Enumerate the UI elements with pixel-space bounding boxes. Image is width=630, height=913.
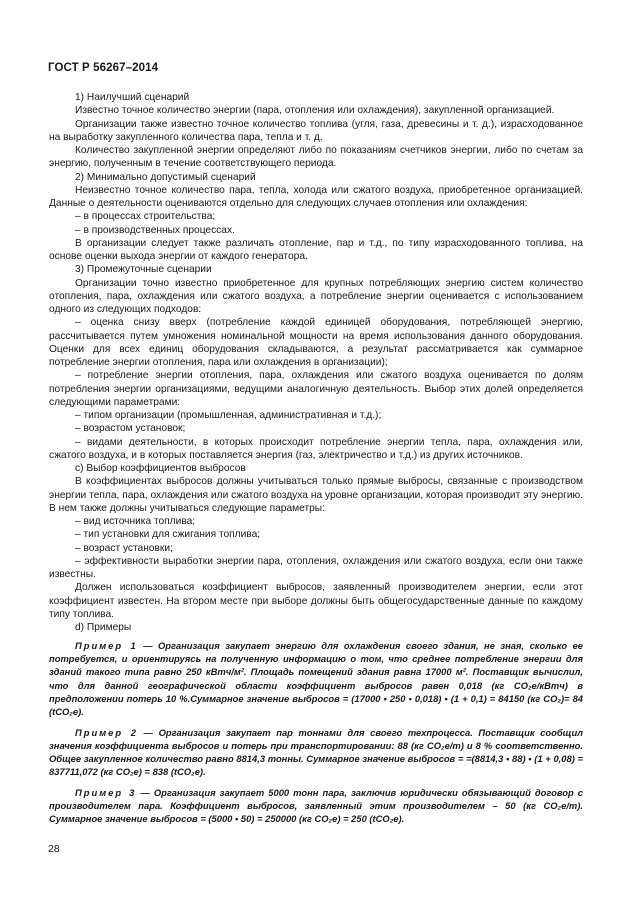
example-text: — Организация закупает энергию для охлаждения своего здания, не зная, сколько ее потребуется, и ориентируясь на полученную информацию о том, что среднее потребление энергии для зданий такого типа равно 250 кВтч/м². Площадь помещений здания равна 17000 м². Поставщик вычислил, что для данной географической области коэффициент выбросов равен 0,018 (кг CO₂е/кВтч) в предположении потерь 10 %.Суммарное значение выбросов = (17000 • 250 • 0,018) • (1 + 0,1) = 84150 (кг CO₂)= 84 (tCO₂е). <box>49 640 584 717</box>
paragraph: – тип установки для сжигания топлива; <box>75 529 261 541</box>
paragraph: d) Примеры <box>75 622 132 633</box>
paragraph: – потребление энергии отопления, пара, охлаждения или сжатого воздуха оценивается по долям потребления энергии организациями, ведущими аналогичную деятельность. Выбор этих долей определяется следующими параметрами: <box>49 370 583 408</box>
paragraph: – вид источника топлива; <box>75 516 196 527</box>
example-label: Пример 3 <box>75 787 137 799</box>
example-2 <box>49 726 583 778</box>
paragraph: – в производственных процессах. <box>75 224 235 236</box>
example-1 <box>49 639 583 718</box>
paragraph: 3) Промежуточные сценарии <box>75 264 212 276</box>
example-label: Пример 2 <box>75 726 138 738</box>
paragraph: 2) Минимально допустимый сценарий <box>75 171 256 183</box>
paragraph: Должен использоваться коэффициент выбросов, заявленный производителем энергии, если этот коэффициент известен. На втором месте при выборе должны быть общегосударственные данные по каждому типу топлива. <box>49 582 583 620</box>
paragraph: Неизвестно точное количество пара, тепла, холода или сжатого воздуха, приобретенное организацией. Данные о деятельности оцениваются отдельно для следующих случаев отопления или охлаждения: <box>49 184 583 209</box>
paragraph: В коэффициентах выбросов должны учитываться только прямые выбросы, связанные с производством энергии тепла, пара, охлаждения или сжатого воздуха на уровне организации, которая производит эту энергию. В нем также должны учитываться следующие параметры: <box>49 476 583 514</box>
page-number: 28 <box>48 843 60 855</box>
paragraph: – возраст установки; <box>75 542 173 554</box>
paragraph: – возрастом установок; <box>75 423 186 435</box>
paragraph: – оценка снизу вверх (потребление каждой единицей оборудования, потребляющей энергию, рассчитывается путем умножения номинальной мощности на время использования данного оборудования. Оценки для всех единиц оборудования складываются, а результат рассматривается как суммарное потребление энергии отопления, пара или охлаждения в организации); <box>49 317 583 368</box>
paragraph: Количество закупленной энергии определяют либо по показаниям счетчиков энергии, либо по счетам за энергию, полученным в течение соответствующего периода. <box>49 145 583 170</box>
paragraph: – в процессах строительства; <box>75 211 216 223</box>
example-3 <box>49 786 583 825</box>
paragraph: Организации точно известно приобретенное для крупных потребляющих энергию систем количество отопления, пара, охлаждения или сжатого воздуха, а потребление энергии оценивается с использованием одного из следующих подходов: <box>49 277 583 315</box>
paragraph: Известно точное количество энергии (пара, отопления или охлаждения), закупленной организацией. <box>75 105 555 117</box>
example-text: — Организация закупает пар тоннами для своего техпроцесса. Поставщик сообщил значения коэффициента выбросов и потерь при транспортировании: 88 (кг CO₂е/т) и 8 % соответственно. Общее закупленное количество равно 8814,3 тонны. Суммарное значение выбросов = =(8814,3 • 88) • (1 + 0,08) = 837711,072 (кг CO₂е) = 838 (tCO₂е). <box>49 726 584 778</box>
example-label: Пример 1 <box>75 640 138 652</box>
paragraph: c) Выбор коэффициентов выбросов <box>75 463 246 474</box>
paragraph: В организации следует также различать отопление, пар и т.д., по типу израсходованного топлива, на основе оценки выхода энергии от каждого генератора. <box>49 237 583 262</box>
document-header: ГОСТ Р 56267–2014 <box>48 62 159 74</box>
example-text: — Организация закупает 5000 тонн пара, заключив юридически обязывающий договор с производителем пара. Коэффициент выбросов, заявленный этим производителем – 50 (кг CO₂е/т). Суммарное значение выбросов = (5000 • 50) = 250000 (кг CO₂е) = 250 (tCO₂е). <box>49 787 584 825</box>
paragraph: – видами деятельности, в которых происходит потребление энергии тепла, пара, охлаждения или, сжатого воздуха, и в которых поставляется энергия (газ, электричество и т.д.) из других источников. <box>49 436 583 461</box>
paragraph: – типом организации (промышленная, административная и т.д.); <box>75 410 382 421</box>
document-body <box>49 91 583 825</box>
paragraph: – эффективности выработки энергии пара, отопления, охлаждения или сжатого воздуха, если они также известны. <box>49 555 583 580</box>
paragraph: Организации также известно точное количество топлива (угля, газа, древесины и т. д.), израсходованное на выработку закупленного количества пара, тепла и т. д. <box>49 118 583 143</box>
paragraph: 1) Наилучший сценарий <box>75 92 190 103</box>
